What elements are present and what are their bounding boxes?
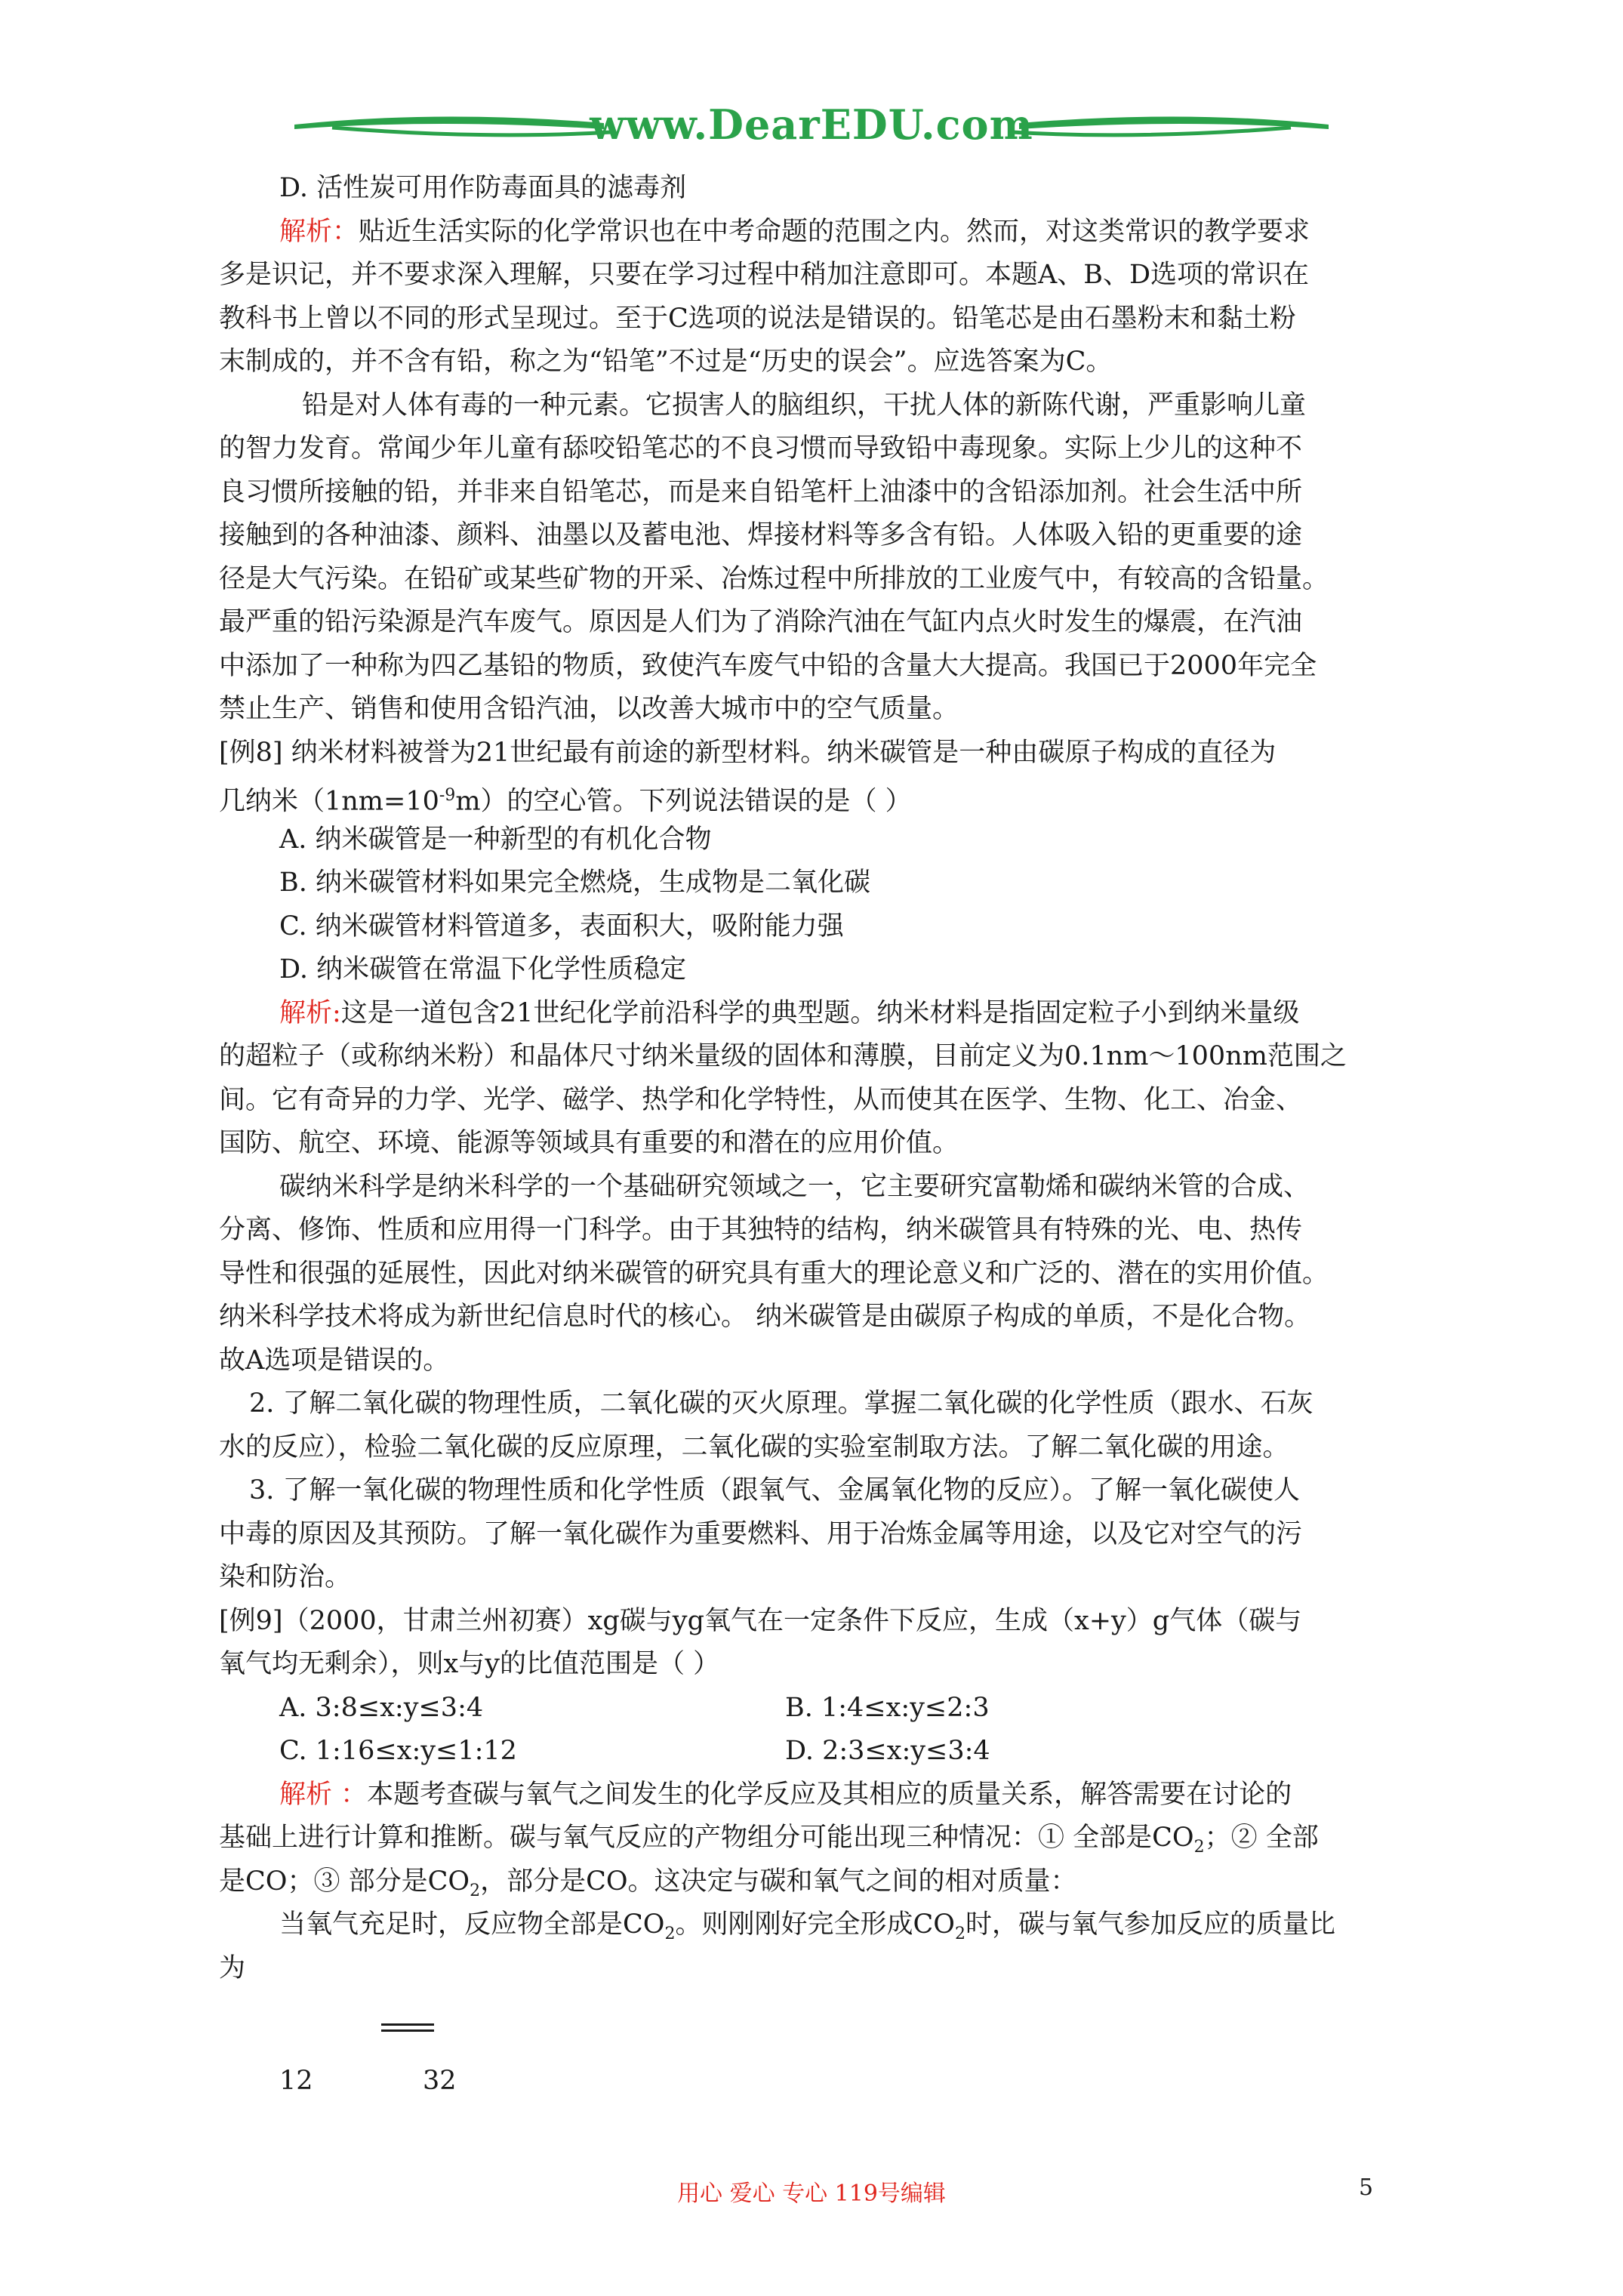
text-line [219,778,912,820]
line-text: 氧气均无剩余），则x与y的比值范围是（ ） [219,1649,720,1679]
equals-sign [381,2023,434,2031]
text-line [219,1516,1302,1552]
option-a [279,821,712,858]
text-line [219,1212,1302,1248]
text-line [219,735,1276,771]
text-line [219,1646,719,1682]
line-text: 为 [219,1953,246,1983]
text-line [219,648,1317,684]
line-text: 当氧气充足时，反应物全部是CO [279,1909,665,1940]
line-text: 径是大气污染。在铅矿或某些矿物的开采、冶炼过程中所排放的工业废气中，有较高的含铅量。 [219,564,1329,594]
line-text: 良习惯所接触的铅，并非来自铅笔芯，而是来自铅笔杆上油漆中的含铅添加剂。社会生活中所 [219,477,1303,507]
line-text: 国防、航空、环境、能源等领域具有重要的和潜在的应用价值。 [219,1128,959,1158]
line-text: 故A选项是错误的。 [219,1345,450,1376]
line-text: 铅是对人体有毒的一种元素。它损害人的脑组织，干扰人体的新陈代谢，严重影响儿童 [302,390,1307,421]
line-text: D. 纳米碳管在常温下化学性质稳定 [279,954,687,985]
text-line [219,1082,1302,1118]
text-line [279,1169,1310,1205]
line-text: 的智力发育。常闻少年儿童有舔咬铅笔芯的不良习惯而导致铅中毒现象。实际上少儿的这种不 [219,433,1303,464]
text-line [219,430,1302,467]
text-line [219,1342,449,1379]
line-text: 分离、修饰、性质和应用得一门科学。由于其独特的结构，纳米碳管具有特殊的光、电、热传 [219,1215,1303,1245]
line-text: 的超粒子（或称纳米粉）和晶体尺寸纳米量级的固体和薄膜，目前定义为0.1nm～100nm范围之 [219,1041,1347,1071]
line-text: [例8] 纳米材料被誉为21世纪最有前途的新型材料。纳米碳管是一种由碳原子构成的直径为 [219,738,1277,768]
text-line [219,257,1309,293]
line-text: 水的反应），检验二氧化碳的反应原理，二氧化碳的实验室制取方法。了解二氧化碳的用途。 [219,1432,1289,1462]
option-text: D. 2:3≤x:y≤3:4 [785,1736,990,1766]
analysis-lead: 解析 ： [279,1780,368,1810]
line-text: A. 纳米碳管是一种新型的有机化合物 [279,824,712,855]
text-line [219,1950,245,1986]
line-text: 接触到的各种油漆、颜料、油墨以及蓄电池、焊接材料等多含有铅。人体吸入铅的更重要的途 [219,520,1303,550]
analysis-lead: 解析： [279,217,359,247]
analysis-lead: 解析: [279,998,341,1028]
line-text: m）的空心管。下列说法错误的是（ ） [455,786,912,817]
line-text: ，部分是CO。这决定与碳和氧气之间的相对质量： [480,1866,1077,1897]
line-text: 这是一道包含21世纪化学前沿科学的典型题。纳米材料是指固定粒子小到纳米量级 [340,998,1300,1028]
option-c [279,908,844,945]
line-text: C. 纳米碳管材料管道多，表面积大，吸附能力强 [279,911,844,942]
text-line [279,1777,1292,1813]
line-text: B. 纳米碳管材料如果完全燃烧，生成物是二氧化碳 [279,868,870,898]
line-text: 禁止生产、销售和使用含铅汽油，以改善大城市中的空气质量。 [219,694,959,724]
option-text: A. 3:8≤x:y≤3:4 [279,1693,484,1723]
text-line [219,1559,351,1595]
subscript: 2 [954,1925,965,1943]
line-text: 染和防治。 [219,1562,352,1592]
line-text: 几纳米（1nm=10 [219,786,439,817]
option-d [279,951,686,988]
line-text: 。则刚刚好完全形成CO [675,1909,955,1940]
line-text: ；② 全部 [1204,1823,1319,1853]
page-number: 5 [1359,2174,1374,2201]
text-line [219,1038,1347,1074]
line-text: 间。它有奇异的力学、光学、磁学、热学和化学特性，从而使其在医学、生物、化工、冶金、 [219,1085,1303,1115]
line-text: 本题考查碳与氧气之间发生的化学反应及其相应的质量关系，解答需要在讨论的 [367,1780,1292,1810]
text-line [219,604,1302,640]
text-line [279,1906,1335,1952]
line-text: 3. 了解一氧化碳的物理性质和化学性质（跟氧气、金属氧化物的反应）。了解一氧化碳使人 [249,1475,1301,1505]
text-line [219,561,1329,597]
line-text: 导性和很强的延展性，因此对纳米碳管的研究具有重大的理论意义和广泛的、潜在的实用价值。 [219,1259,1329,1289]
text-line [219,1256,1329,1292]
text-line [279,214,1310,250]
text-line [302,387,1306,424]
option-text: B. 1:4≤x:y≤2:3 [785,1693,990,1723]
footer-text: 用心 爱心 专心 119号编辑 [677,2180,946,2207]
option-a [279,1690,483,1726]
carbon-mass: 12 [279,2066,313,2096]
text-line [219,691,959,727]
text-line [219,344,1112,380]
site-title: www.DearEDU.com [590,100,1033,149]
line-text: 中毒的原因及其预防。了解一氧化碳作为重要燃料、用于冶炼金属等用途，以及它对空气的污 [219,1519,1303,1549]
line-text: 教科书上曾以不同的形式呈现过。至于C选项的说法是错误的。铅笔芯是由石墨粉末和黏土粉 [219,304,1296,334]
option-b [279,864,870,901]
line-text: 中添加了一种称为四乙基铅的物质，致使汽车废气中铅的含量大大提高。我国已于2000年完全 [219,651,1317,681]
line-text: 末制成的，并不含有铅，称之为“铅笔”不过是“历史的误会”。应选答案为C。 [219,347,1113,377]
text-line [219,1299,1310,1335]
text-line [219,1603,1301,1639]
text-line [219,474,1302,510]
text-line [219,1125,959,1161]
line-text: 2. 了解二氧化碳的物理性质，二氧化碳的灭火原理。掌握二氧化碳的化学性质（跟水、石灰 [249,1388,1313,1419]
subscript: 2 [1193,1838,1205,1857]
option-b [785,1690,990,1726]
exponent: -9 [439,786,456,805]
text-line [219,1863,1077,1909]
line-text: 是CO；③ 部分是CO [219,1866,470,1897]
text-line [219,300,1296,337]
header-banner [287,94,1336,162]
line-text: [例9]（2000，甘肃兰州初赛）xg碳与yg氧气在一定条件下反应，生成（x+y）g气体（碳与 [219,1606,1302,1636]
text-line [219,1820,1319,1866]
line-text: D. 活性炭可用作防毒面具的滤毒剂 [279,173,687,203]
text-line [249,1472,1300,1509]
subscript: 2 [664,1925,676,1943]
oxygen-mass: 32 [423,2066,457,2096]
text-line [279,170,686,206]
line-text: 时，碳与氧气参加反应的质量比 [965,1909,1335,1940]
line-text: 贴近生活实际的化学常识也在中考命题的范围之内。然而，对这类常识的教学要求 [359,217,1310,247]
subscript: 2 [470,1881,481,1900]
line-text: 纳米科学技术将成为新世纪信息时代的核心。 纳米碳管是由碳原子构成的单质，不是化合物。 [219,1302,1311,1332]
option-text: C. 1:16≤x:y≤1:12 [279,1736,517,1766]
text-line [219,1429,1289,1465]
option-c [279,1733,517,1769]
line-text: 多是识记，并不要求深入理解，只要在学习过程中稍加注意即可。本题A、B、D选项的常识在 [219,260,1310,290]
text-line [279,995,1299,1031]
line-text: 基础上进行计算和推断。碳与氧气反应的产物组分可能出现三种情况：① 全部是CO [219,1823,1194,1853]
line-text: 最严重的铅污染源是汽车废气。原因是人们为了消除汽油在气缸内点火时发生的爆震，在汽油 [219,607,1303,637]
text-line [219,517,1302,553]
option-d [785,1733,990,1769]
text-line [249,1385,1313,1422]
line-text: 碳纳米科学是纳米科学的一个基础研究领域之一，它主要研究富勒烯和碳纳米管的合成、 [279,1172,1310,1202]
